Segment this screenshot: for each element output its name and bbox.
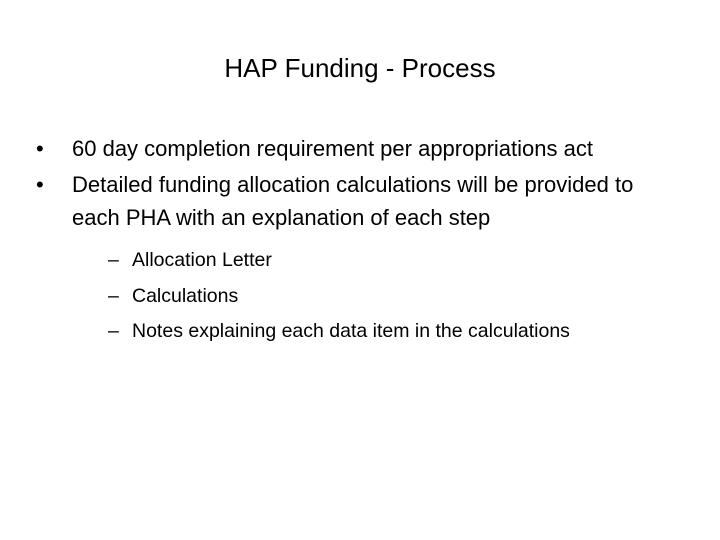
sub-bullet-item xyxy=(72,243,676,279)
bullet-item xyxy=(36,132,676,165)
slide-title: HAP Funding - Process xyxy=(224,53,496,83)
bullet-list xyxy=(36,132,676,353)
dash-icon: – xyxy=(108,284,119,307)
sub-bullet-text: Notes explaining each data item in the calculations xyxy=(132,320,570,342)
dash-icon: – xyxy=(108,320,119,342)
sub-bullet-item xyxy=(72,279,676,315)
bullet-text: 60 day completion requirement per appropriations act xyxy=(72,136,593,161)
bullet-text: Detailed funding allocation calculations will be provided to each PHA with an explanation of each step xyxy=(72,172,634,230)
bullet-dot-icon: • xyxy=(36,172,44,197)
dash-icon: – xyxy=(108,249,119,271)
sub-bullet-text: Allocation Letter xyxy=(132,249,272,271)
bullet-dot-icon: • xyxy=(36,136,44,161)
sub-bullet-text: Calculations xyxy=(132,284,239,307)
bullet-item xyxy=(36,168,676,350)
sub-bullet-item xyxy=(72,314,676,350)
sub-bullet-list xyxy=(72,243,676,350)
